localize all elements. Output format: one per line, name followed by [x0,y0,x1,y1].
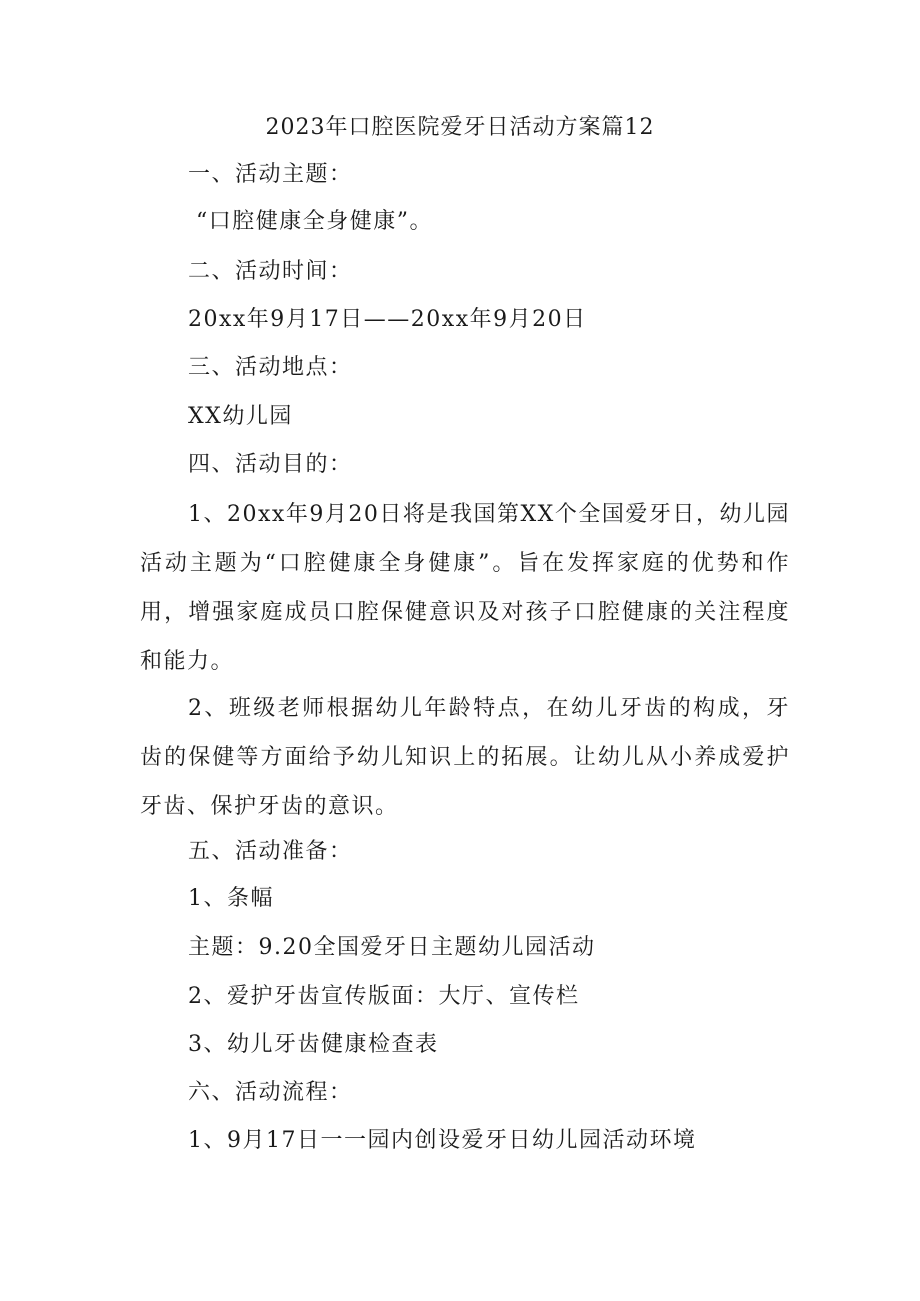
purpose-paragraph-1: 1、20xx年9月20日将是我国第XX个全国爱牙日，幼儿园活动主题为“口腔健康全身健康”。旨在发挥家庭的优势和作用，增强家庭成员口腔保健意识及对孩子口腔健康的关注程度和能力。 [140,502,790,674]
time-text: 20xx年9月17日——20xx年9月20日 [188,307,587,332]
prep-item-1-theme: 主题：9.20全国爱牙日主题幼儿园活动 [188,935,596,960]
prep-item-1: 1、条幅 [188,886,274,911]
flow-heading: 六、活动流程： [188,1080,353,1105]
theme-text: “口腔健康全身健康”。 [196,209,433,234]
purpose-heading: 四、活动目的： [188,452,353,477]
theme-heading: 一、活动主题： [188,162,353,187]
flow-item-1: 1、9月17日一一园内创设爱牙日幼儿园活动环境 [188,1128,697,1153]
document-title: 2023年口腔医院爱牙日活动方案篇12 [265,115,655,140]
place-text: XX幼儿园 [188,404,293,429]
prep-item-2: 2、爱护牙齿宣传版面：大厅、宣传栏 [188,984,580,1009]
prep-item-3: 3、幼儿牙齿健康检查表 [188,1032,439,1057]
purpose-paragraph-2: 2、班级老师根据幼儿年龄特点，在幼儿牙齿的构成，牙齿的保健等方面给予幼儿知识上的拓展。让幼儿从小养成爱护牙齿、保护牙齿的意识。 [140,696,790,819]
place-heading: 三、活动地点： [188,355,353,380]
prep-heading: 五、活动准备： [188,839,353,864]
time-heading: 二、活动时间： [188,259,353,284]
